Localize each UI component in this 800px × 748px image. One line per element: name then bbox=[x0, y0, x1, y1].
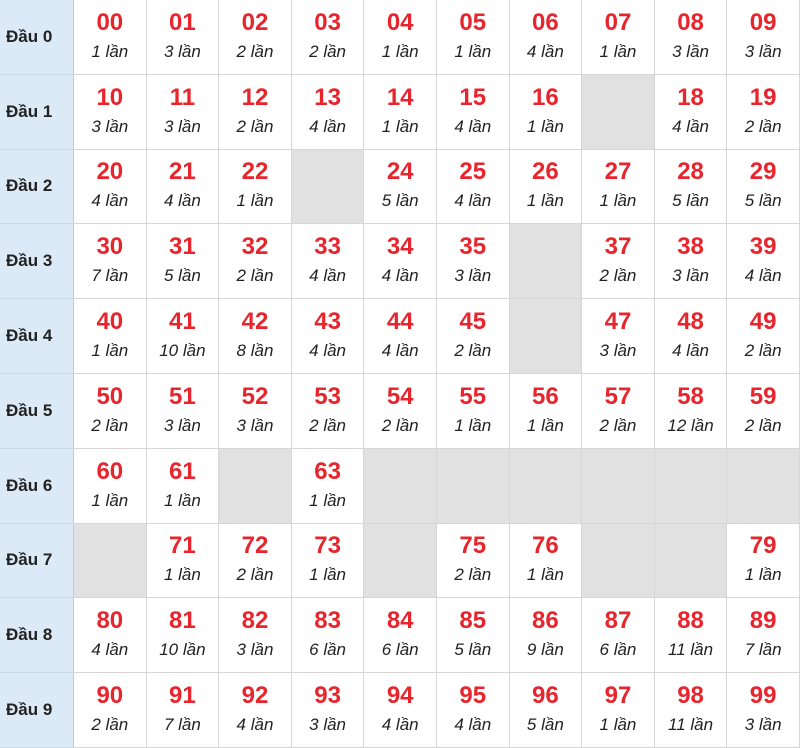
number-value: 10 bbox=[96, 83, 124, 111]
number-cell bbox=[655, 0, 728, 75]
empty-cell bbox=[364, 524, 437, 599]
number-cell bbox=[364, 598, 437, 673]
number-value: 95 bbox=[459, 682, 487, 710]
number-cell bbox=[74, 374, 147, 449]
number-value: 51 bbox=[169, 382, 196, 410]
occurrence-count: 3 lần bbox=[454, 266, 492, 286]
number-cell bbox=[219, 299, 292, 374]
number-cell bbox=[219, 150, 292, 225]
occurrence-count: 1 lần bbox=[309, 490, 347, 510]
number-value: 73 bbox=[314, 532, 341, 560]
number-cell bbox=[655, 75, 728, 150]
number-value: 57 bbox=[604, 382, 632, 410]
number-cell bbox=[74, 673, 147, 748]
empty-cell bbox=[510, 449, 583, 524]
occurrence-count: 3 lần bbox=[91, 116, 129, 136]
number-cell bbox=[510, 673, 583, 748]
number-cell bbox=[292, 224, 365, 299]
number-value: 58 bbox=[677, 382, 704, 410]
number-value: 37 bbox=[604, 233, 632, 261]
occurrence-count: 2 lần bbox=[599, 415, 637, 435]
occurrence-count: 2 lần bbox=[744, 341, 782, 361]
number-value: 05 bbox=[459, 8, 487, 36]
number-value: 93 bbox=[314, 682, 341, 710]
occurrence-count: 1 lần bbox=[91, 41, 129, 61]
occurrence-count: 4 lần bbox=[526, 41, 564, 61]
number-value: 15 bbox=[459, 83, 487, 111]
number-cell bbox=[582, 150, 655, 225]
occurrence-count: 8 lần bbox=[236, 341, 274, 361]
number-value: 52 bbox=[241, 382, 269, 410]
number-value: 45 bbox=[459, 308, 487, 336]
occurrence-count: 2 lần bbox=[236, 116, 274, 136]
occurrence-count: 1 lần bbox=[163, 490, 201, 510]
number-value: 55 bbox=[459, 382, 487, 410]
empty-cell bbox=[437, 449, 510, 524]
occurrence-count: 1 lần bbox=[454, 415, 492, 435]
number-cell bbox=[727, 299, 800, 374]
number-cell bbox=[655, 299, 728, 374]
number-value: 32 bbox=[241, 233, 269, 261]
occurrence-count: 4 lần bbox=[236, 715, 274, 735]
number-value: 96 bbox=[532, 682, 559, 710]
number-cell bbox=[582, 224, 655, 299]
occurrence-count: 3 lần bbox=[236, 415, 274, 435]
number-cell bbox=[364, 150, 437, 225]
occurrence-count: 1 lần bbox=[599, 715, 637, 735]
occurrence-count: 4 lần bbox=[454, 191, 492, 211]
number-value: 34 bbox=[386, 233, 414, 261]
number-value: 42 bbox=[241, 308, 269, 336]
number-cell bbox=[437, 374, 510, 449]
number-cell bbox=[582, 598, 655, 673]
number-value: 30 bbox=[96, 233, 124, 261]
number-cell bbox=[219, 224, 292, 299]
number-cell bbox=[655, 224, 728, 299]
empty-cell bbox=[727, 449, 800, 524]
occurrence-count: 1 lần bbox=[526, 191, 564, 211]
number-cell bbox=[219, 374, 292, 449]
empty-cell bbox=[364, 449, 437, 524]
occurrence-count: 1 lần bbox=[599, 191, 637, 211]
number-cell bbox=[582, 374, 655, 449]
number-cell bbox=[147, 673, 220, 748]
number-cell bbox=[364, 75, 437, 150]
number-cell bbox=[292, 673, 365, 748]
occurrence-count: 1 lần bbox=[454, 41, 492, 61]
number-value: 47 bbox=[604, 308, 632, 336]
occurrence-count: 6 lần bbox=[309, 640, 347, 660]
row-header: Đầu 4 bbox=[0, 299, 74, 374]
number-cell bbox=[74, 299, 147, 374]
occurrence-count: 7 lần bbox=[744, 640, 782, 660]
number-value: 28 bbox=[677, 158, 704, 186]
number-value: 92 bbox=[241, 682, 269, 710]
occurrence-count: 3 lần bbox=[163, 415, 201, 435]
empty-cell bbox=[655, 524, 728, 599]
empty-cell bbox=[510, 299, 583, 374]
number-value: 08 bbox=[677, 8, 704, 36]
number-cell bbox=[510, 598, 583, 673]
number-value: 00 bbox=[96, 8, 124, 36]
number-cell bbox=[510, 75, 583, 150]
number-cell bbox=[147, 0, 220, 75]
occurrence-count: 4 lần bbox=[309, 341, 347, 361]
number-cell bbox=[510, 0, 583, 75]
occurrence-count: 2 lần bbox=[744, 116, 782, 136]
number-value: 99 bbox=[749, 682, 777, 710]
occurrence-count: 4 lần bbox=[163, 191, 201, 211]
number-cell bbox=[655, 374, 728, 449]
row-header: Đầu 8 bbox=[0, 598, 74, 673]
number-value: 22 bbox=[241, 158, 269, 186]
occurrence-count: 4 lần bbox=[381, 341, 419, 361]
number-cell bbox=[74, 224, 147, 299]
occurrence-count: 1 lần bbox=[309, 565, 347, 585]
number-cell bbox=[437, 150, 510, 225]
number-value: 72 bbox=[241, 532, 269, 560]
number-value: 91 bbox=[169, 682, 196, 710]
occurrence-count: 6 lần bbox=[599, 640, 637, 660]
number-cell bbox=[292, 598, 365, 673]
occurrence-count: 2 lần bbox=[236, 565, 274, 585]
number-value: 98 bbox=[677, 682, 704, 710]
number-value: 87 bbox=[604, 607, 632, 635]
number-cell bbox=[147, 374, 220, 449]
occurrence-count: 2 lần bbox=[744, 415, 782, 435]
number-value: 71 bbox=[169, 532, 196, 560]
occurrence-count: 2 lần bbox=[91, 415, 129, 435]
number-value: 40 bbox=[96, 308, 124, 336]
number-value: 84 bbox=[386, 607, 414, 635]
occurrence-count: 2 lần bbox=[309, 415, 347, 435]
number-value: 41 bbox=[169, 308, 196, 336]
occurrence-count: 1 lần bbox=[526, 565, 564, 585]
number-value: 94 bbox=[386, 682, 414, 710]
occurrence-count: 1 lần bbox=[599, 41, 637, 61]
occurrence-count: 10 lần bbox=[159, 640, 206, 660]
occurrence-count: 2 lần bbox=[454, 341, 492, 361]
occurrence-count: 3 lần bbox=[744, 715, 782, 735]
row-header: Đầu 2 bbox=[0, 150, 74, 225]
number-value: 76 bbox=[532, 532, 559, 560]
occurrence-count: 1 lần bbox=[91, 490, 129, 510]
number-value: 02 bbox=[241, 8, 269, 36]
occurrence-count: 5 lần bbox=[526, 715, 564, 735]
number-cell bbox=[292, 374, 365, 449]
number-cell bbox=[219, 524, 292, 599]
occurrence-count: 3 lần bbox=[744, 41, 782, 61]
number-value: 29 bbox=[749, 158, 777, 186]
occurrence-count: 5 lần bbox=[744, 191, 782, 211]
number-cell bbox=[510, 150, 583, 225]
occurrence-count: 3 lần bbox=[672, 266, 709, 286]
occurrence-count: 2 lần bbox=[309, 41, 347, 61]
occurrence-count: 2 lần bbox=[381, 415, 419, 435]
number-cell bbox=[74, 150, 147, 225]
occurrence-count: 4 lần bbox=[381, 266, 419, 286]
number-value: 43 bbox=[314, 308, 341, 336]
occurrence-count: 3 lần bbox=[163, 116, 201, 136]
number-value: 53 bbox=[314, 382, 341, 410]
occurrence-count: 4 lần bbox=[672, 116, 709, 136]
occurrence-count: 4 lần bbox=[91, 640, 129, 660]
number-cell bbox=[292, 0, 365, 75]
occurrence-count: 4 lần bbox=[454, 116, 492, 136]
occurrence-count: 6 lần bbox=[381, 640, 419, 660]
number-cell bbox=[437, 224, 510, 299]
number-cell bbox=[147, 449, 220, 524]
number-cell bbox=[727, 524, 800, 599]
occurrence-count: 3 lần bbox=[236, 640, 274, 660]
occurrence-count: 2 lần bbox=[236, 41, 274, 61]
empty-cell bbox=[510, 224, 583, 299]
occurrence-count: 2 lần bbox=[454, 565, 492, 585]
number-value: 19 bbox=[749, 83, 777, 111]
occurrence-count: 3 lần bbox=[163, 41, 201, 61]
number-cell bbox=[219, 673, 292, 748]
number-cell bbox=[510, 524, 583, 599]
occurrence-count: 10 lần bbox=[159, 341, 206, 361]
number-cell bbox=[219, 598, 292, 673]
number-cell bbox=[147, 224, 220, 299]
number-cell bbox=[147, 524, 220, 599]
empty-cell bbox=[219, 449, 292, 524]
number-value: 24 bbox=[386, 158, 414, 186]
occurrence-count: 11 lần bbox=[668, 715, 714, 735]
number-value: 33 bbox=[314, 233, 341, 261]
number-cell bbox=[292, 524, 365, 599]
number-cell bbox=[292, 75, 365, 150]
number-cell bbox=[582, 299, 655, 374]
number-cell bbox=[437, 598, 510, 673]
occurrence-count: 5 lần bbox=[454, 640, 492, 660]
row-header: Đầu 0 bbox=[0, 0, 74, 75]
empty-cell bbox=[292, 150, 365, 225]
number-value: 80 bbox=[96, 607, 124, 635]
number-cell bbox=[437, 524, 510, 599]
occurrence-count: 1 lần bbox=[526, 116, 564, 136]
occurrence-count: 2 lần bbox=[91, 715, 129, 735]
number-value: 50 bbox=[96, 382, 124, 410]
row-header: Đầu 5 bbox=[0, 374, 74, 449]
occurrence-count: 4 lần bbox=[91, 191, 129, 211]
empty-cell bbox=[655, 449, 728, 524]
occurrence-count: 4 lần bbox=[672, 341, 709, 361]
occurrence-count: 1 lần bbox=[381, 41, 419, 61]
occurrence-count: 4 lần bbox=[309, 116, 347, 136]
occurrence-count: 1 lần bbox=[526, 415, 564, 435]
number-cell bbox=[364, 299, 437, 374]
occurrence-count: 1 lần bbox=[163, 565, 201, 585]
number-value: 01 bbox=[169, 8, 196, 36]
number-cell bbox=[655, 598, 728, 673]
occurrence-count: 7 lần bbox=[163, 715, 201, 735]
number-value: 39 bbox=[749, 233, 777, 261]
number-cell bbox=[727, 374, 800, 449]
number-value: 82 bbox=[241, 607, 269, 635]
number-value: 09 bbox=[749, 8, 777, 36]
number-cell bbox=[364, 673, 437, 748]
number-value: 90 bbox=[96, 682, 124, 710]
number-value: 12 bbox=[241, 83, 269, 111]
number-value: 88 bbox=[677, 607, 704, 635]
occurrence-count: 11 lần bbox=[668, 640, 714, 660]
empty-cell bbox=[582, 524, 655, 599]
number-cell bbox=[437, 673, 510, 748]
number-value: 81 bbox=[169, 607, 196, 635]
number-value: 56 bbox=[532, 382, 559, 410]
number-cell bbox=[147, 299, 220, 374]
number-value: 20 bbox=[96, 158, 124, 186]
number-value: 86 bbox=[532, 607, 559, 635]
number-value: 85 bbox=[459, 607, 487, 635]
row-header: Đầu 3 bbox=[0, 224, 74, 299]
number-value: 06 bbox=[532, 8, 559, 36]
occurrence-count: 4 lần bbox=[381, 715, 419, 735]
number-cell bbox=[74, 0, 147, 75]
empty-cell bbox=[582, 75, 655, 150]
number-cell bbox=[727, 598, 800, 673]
occurrence-count: 4 lần bbox=[454, 715, 492, 735]
number-value: 38 bbox=[677, 233, 704, 261]
number-value: 25 bbox=[459, 158, 487, 186]
occurrence-count: 2 lần bbox=[599, 266, 637, 286]
number-value: 27 bbox=[604, 158, 632, 186]
number-value: 35 bbox=[459, 233, 487, 261]
number-cell bbox=[655, 673, 728, 748]
occurrence-count: 1 lần bbox=[236, 191, 274, 211]
occurrence-count: 7 lần bbox=[91, 266, 129, 286]
number-value: 14 bbox=[386, 83, 414, 111]
row-header: Đầu 9 bbox=[0, 673, 74, 748]
number-cell bbox=[364, 224, 437, 299]
number-cell bbox=[147, 598, 220, 673]
number-cell bbox=[437, 299, 510, 374]
occurrence-count: 3 lần bbox=[599, 341, 637, 361]
number-value: 83 bbox=[314, 607, 341, 635]
empty-cell bbox=[74, 524, 147, 599]
occurrence-count: 1 lần bbox=[91, 341, 129, 361]
occurrence-count: 5 lần bbox=[381, 191, 419, 211]
number-cell bbox=[582, 673, 655, 748]
number-value: 13 bbox=[314, 83, 341, 111]
number-value: 75 bbox=[459, 532, 487, 560]
number-value: 54 bbox=[386, 382, 414, 410]
occurrence-count: 5 lần bbox=[163, 266, 201, 286]
occurrence-count: 2 lần bbox=[236, 266, 274, 286]
occurrence-count: 1 lần bbox=[381, 116, 419, 136]
number-cell bbox=[364, 0, 437, 75]
number-cell bbox=[582, 0, 655, 75]
number-cell bbox=[727, 75, 800, 150]
number-value: 61 bbox=[169, 457, 196, 485]
number-cell bbox=[74, 598, 147, 673]
row-header: Đầu 7 bbox=[0, 524, 74, 599]
row-header: Đầu 1 bbox=[0, 75, 74, 150]
number-cell bbox=[510, 374, 583, 449]
occurrence-count: 3 lần bbox=[672, 41, 709, 61]
number-cell bbox=[364, 374, 437, 449]
number-value: 79 bbox=[749, 532, 777, 560]
number-cell bbox=[74, 75, 147, 150]
number-value: 21 bbox=[169, 158, 196, 186]
number-cell bbox=[292, 299, 365, 374]
number-value: 59 bbox=[749, 382, 777, 410]
occurrence-count: 3 lần bbox=[309, 715, 347, 735]
number-value: 03 bbox=[314, 8, 341, 36]
number-value: 07 bbox=[604, 8, 632, 36]
number-value: 49 bbox=[749, 308, 777, 336]
number-cell bbox=[655, 150, 728, 225]
number-cell bbox=[147, 150, 220, 225]
occurrence-count: 12 lần bbox=[667, 415, 714, 435]
occurrence-count: 9 lần bbox=[526, 640, 564, 660]
number-value: 97 bbox=[604, 682, 632, 710]
number-value: 16 bbox=[532, 83, 559, 111]
number-value: 89 bbox=[749, 607, 777, 635]
number-cell bbox=[292, 449, 365, 524]
number-cell bbox=[437, 75, 510, 150]
number-cell bbox=[219, 0, 292, 75]
number-cell bbox=[727, 224, 800, 299]
number-value: 18 bbox=[677, 83, 704, 111]
number-value: 11 bbox=[169, 83, 196, 111]
number-cell bbox=[147, 75, 220, 150]
number-cell bbox=[74, 449, 147, 524]
number-value: 04 bbox=[386, 8, 414, 36]
number-cell bbox=[727, 673, 800, 748]
number-value: 63 bbox=[314, 457, 341, 485]
number-cell bbox=[437, 0, 510, 75]
row-header: Đầu 6 bbox=[0, 449, 74, 524]
number-value: 26 bbox=[532, 158, 559, 186]
occurrence-count: 1 lần bbox=[744, 565, 782, 585]
number-value: 31 bbox=[169, 233, 196, 261]
number-cell bbox=[727, 150, 800, 225]
empty-cell bbox=[582, 449, 655, 524]
number-cell bbox=[219, 75, 292, 150]
occurrence-count: 5 lần bbox=[672, 191, 709, 211]
number-value: 48 bbox=[677, 308, 704, 336]
occurrence-count: 4 lần bbox=[309, 266, 347, 286]
occurrence-count: 4 lần bbox=[744, 266, 782, 286]
number-cell bbox=[727, 0, 800, 75]
number-value: 44 bbox=[386, 308, 414, 336]
number-value: 60 bbox=[96, 457, 124, 485]
